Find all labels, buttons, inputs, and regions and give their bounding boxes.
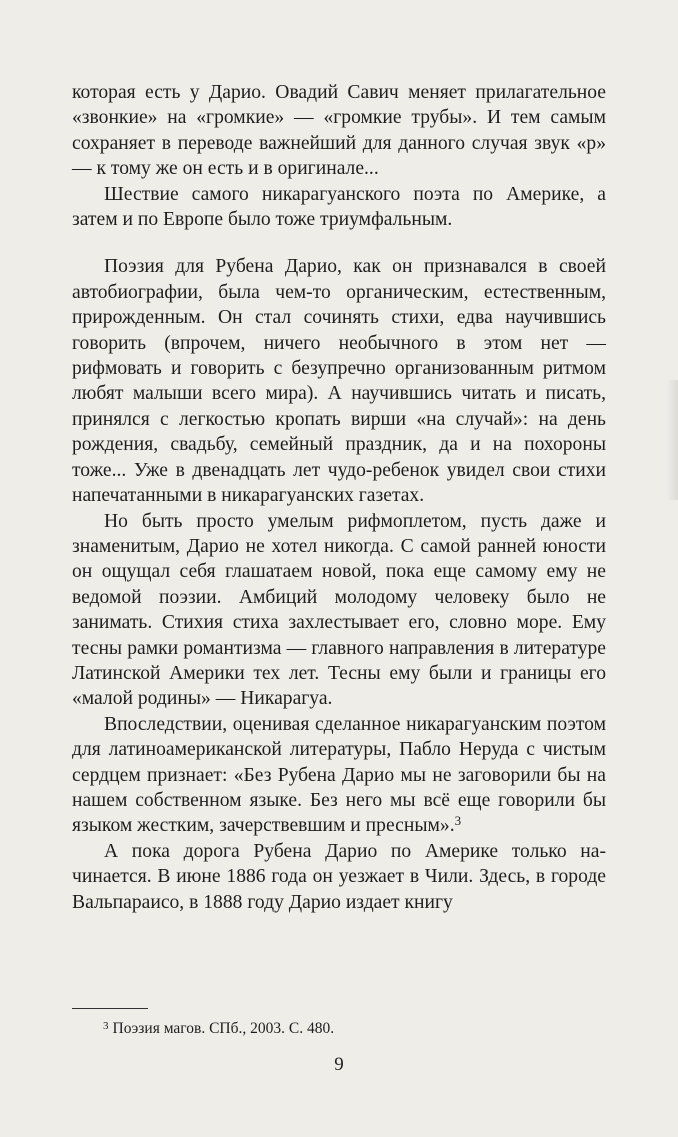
page-edge-shadow xyxy=(666,380,678,500)
paragraph-5-text: Впоследствии, оценивая сделанное никарагуанским поэтом для латиноамериканской литературы, Пабло Неруда с чистым сердцем признает: «Без Рубена Дарио мы не заговорили бы на нашем собственном языке. Без него мы всё еще говорили бы языком жестким, зачерствевшим и пресным». xyxy=(72,713,606,837)
footnote-number: 3 xyxy=(103,1020,109,1032)
paragraph-3: Поэзия для Рубена Дарио, как он признавался в своей автобиографии, была чем-то органическим, естественным, прирожденным. Он стал сочинять стихи, едва научившись говорить (впрочем, ничего необычного в этом нет — рифмовать и говорить с безупречно организованным ритмом любят малыши всего мира). А научившись читать и писать, принялся с легкостью кропать вирши «на случай»: на день рождения, свадьбу, семейный праздник, да и на похороны тоже... Уже в двенадцать лет чудо-ребенок увидел свои стихи напечатанными в никарагуанских газетах. xyxy=(72,256,606,507)
page-number: 9 xyxy=(334,1054,344,1075)
paragraph-2: Шествие самого никарагуанского поэта по Америке, а затем и по Европе было тоже триумфальным. xyxy=(72,183,606,231)
footnote-text: Поэзия магов. СПб., 2003. С. 480. xyxy=(112,1020,335,1037)
footnote-marker: 3 xyxy=(454,813,462,829)
footnote-divider xyxy=(72,1008,148,1009)
paragraph-4: Но быть просто умелым рифмоплетом, пусть даже и знаменитым, Дарио не хотел никогда. С самой ранней юности он ощущал себя глашатаем новой, пока еще самому ему не ведомой поэзии. Амбиций молодому человеку было не занимать. Стихия стиха захлестывает его, словно море. Ему тесны рамки романтизма — главного направления в литературе Латинской Америки тех лет. Тесны ему были и границы его «малой родины» — Никарагуа. xyxy=(72,510,606,710)
paragraph-5 xyxy=(72,712,606,839)
paragraph-1: которая есть у Дарио. Овадий Савич меняет прилагательное «звонкие» на «громкие» — «громкие трубы». И тем самым сохраняет в переводе важнейший для данного случая звук «р» — к тому же он есть и в оригинале... xyxy=(72,82,606,180)
footnote xyxy=(103,1016,334,1039)
page-body xyxy=(72,80,606,915)
paragraph-6: А пока дорога Рубена Дарио по Америке только начинается. В июне 1886 года он уезжает в Чили. Здесь, в городе Вальпараисо, в 1888 году Дарио издает книгу xyxy=(72,840,606,913)
